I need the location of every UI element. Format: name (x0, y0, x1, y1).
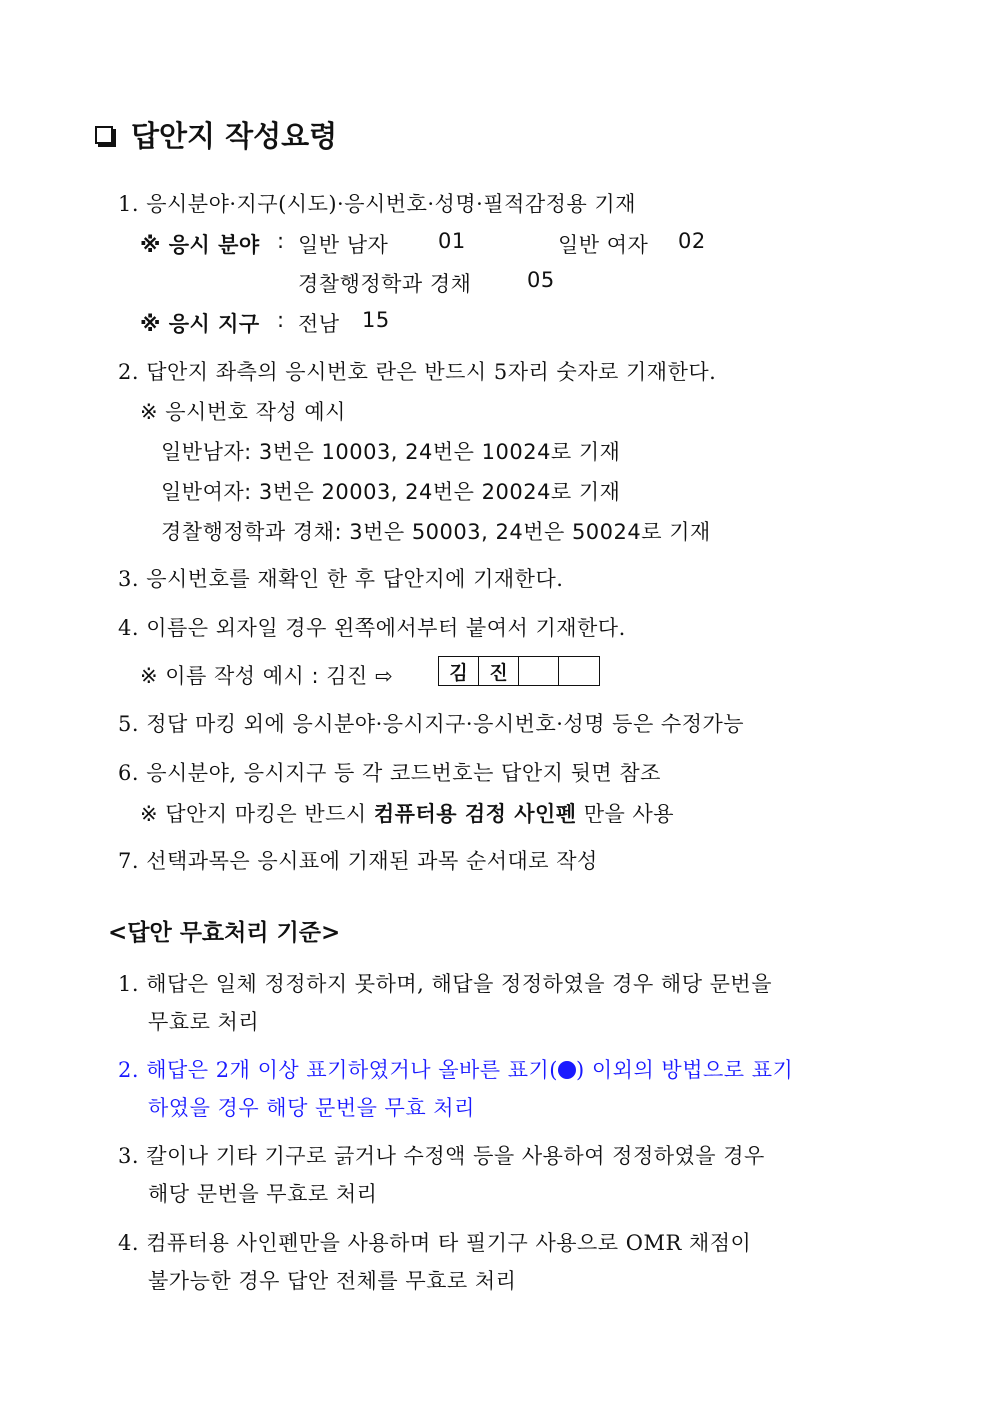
field-police-name: 경찰행정학과 경채 (298, 272, 472, 296)
field-male-code: 01 (438, 229, 466, 253)
item-6-note (140, 798, 674, 828)
item-4: 4. 이름은 외자일 경우 왼쪽에서부터 붙여서 기재한다. (118, 616, 626, 640)
invalid-rule-1-line-2: 무효로 처리 (148, 1010, 260, 1034)
invalid-rule-2-pre: 2. 해답은 2개 이상 표기하였거나 올바른 표기( (118, 1058, 559, 1082)
invalid-rule-4-line-1: 4. 컴퓨터용 사인펜만을 사용하며 타 필기구 사용으로 OMR 채점이 (118, 1231, 752, 1255)
filled-circle-icon (558, 1061, 576, 1079)
region-code: 15 (362, 308, 390, 332)
invalid-rule-2-line-1 (118, 1054, 793, 1084)
invalid-rule-3-line-2: 해당 문번을 무효로 처리 (148, 1182, 378, 1206)
invalid-heading: <답안 무효처리 기준> (108, 919, 341, 946)
doc-title (95, 114, 337, 155)
name-box-cell: 진 (479, 657, 519, 685)
field-male-name: 일반 남자 (298, 233, 389, 257)
right-arrow-icon: ⇨ (375, 664, 394, 688)
region-colon: : (277, 308, 285, 332)
item-5: 5. 정답 마킹 외에 응시분야·응시지구·응시번호·성명 등은 수정가능 (118, 712, 745, 736)
name-box-cell (559, 657, 599, 685)
doc-title-text: 답안지 작성요령 (131, 119, 338, 153)
region-name: 전남 (298, 312, 340, 336)
region-label: ※ 응시 지구 (140, 312, 260, 336)
item-6-note-pre: ※ 답안지 마킹은 반드시 (140, 802, 374, 826)
invalid-rule-1-line-1: 1. 해답은 일체 정정하지 못하며, 해답을 정정하였을 경우 해당 문번을 (118, 972, 773, 996)
item-4-note-text: ※ 이름 작성 예시 : 김진 (140, 664, 368, 688)
invalid-rule-2-line-2: 하였을 경우 해당 문번을 무효 처리 (148, 1096, 475, 1120)
item-3: 3. 응시번호를 재확인 한 후 답안지에 기재한다. (118, 567, 564, 591)
item-6: 6. 응시분야, 응시지구 등 각 코드번호는 답안지 뒷면 참조 (118, 761, 661, 785)
invalid-rule-3-line-1: 3. 칼이나 기타 기구로 긁거나 수정액 등을 사용하여 정정하였을 경우 (118, 1144, 765, 1168)
item-2-example-3: 경찰행정학과 경채: 3번은 50003, 24번은 50024로 기재 (161, 520, 711, 544)
name-box-cell (519, 657, 559, 685)
name-box-cell: 김 (439, 657, 479, 685)
name-example-box (438, 656, 600, 686)
checkbox-square-icon (95, 126, 113, 144)
item-2-example-1: 일반남자: 3번은 10003, 24번은 10024로 기재 (161, 440, 621, 464)
invalid-rule-4-line-2: 불가능한 경우 답안 전체를 무효로 처리 (148, 1269, 517, 1293)
field-colon: : (277, 229, 285, 253)
field-police-code: 05 (527, 268, 555, 292)
item-2-note: ※ 응시번호 작성 예시 (140, 400, 346, 424)
item-4-note (140, 660, 393, 690)
field-female-code: 02 (678, 229, 706, 253)
item-7: 7. 선택과목은 응시표에 기재된 과목 순서대로 작성 (118, 849, 598, 873)
item-2-example-2: 일반여자: 3번은 20003, 24번은 20024로 기재 (161, 480, 621, 504)
item-1: 1. 응시분야·지구(시도)·응시번호·성명·필적감정용 기재 (118, 192, 636, 216)
item-6-note-post: 만을 사용 (576, 802, 675, 826)
invalid-rule-2-post: ) 이외의 방법으로 표기 (576, 1058, 794, 1082)
field-label: ※ 응시 분야 (140, 233, 260, 257)
field-female-name: 일반 여자 (558, 233, 649, 257)
item-2: 2. 답안지 좌측의 응시번호 란은 반드시 5자리 숫자로 기재한다. (118, 360, 717, 384)
item-6-note-bold: 컴퓨터용 검정 사인펜 (373, 802, 577, 826)
